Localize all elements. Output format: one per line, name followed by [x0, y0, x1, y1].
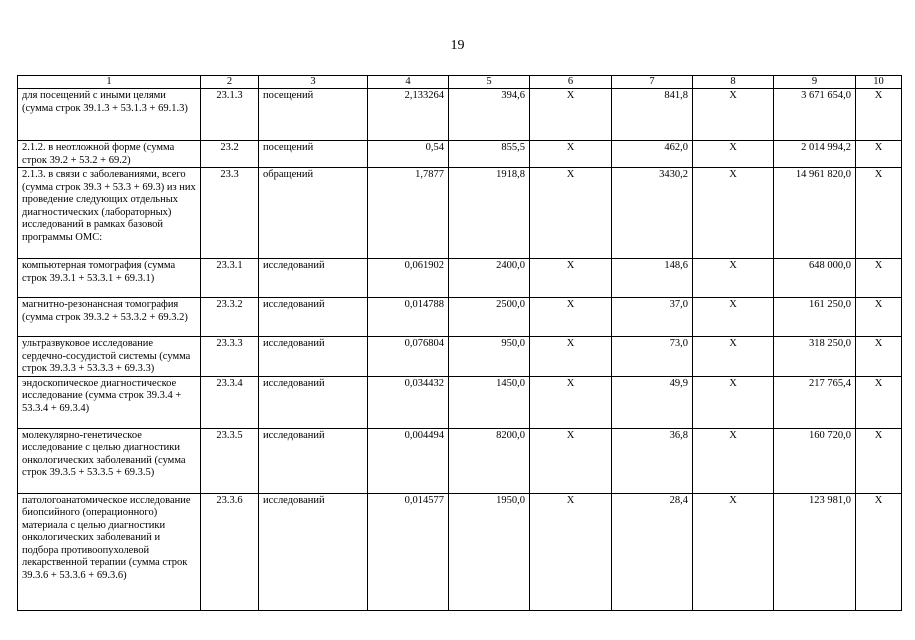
table-row — [18, 89, 902, 141]
table-cell: 1950,0 — [449, 493, 530, 610]
table-cell: 394,6 — [449, 89, 530, 141]
table-cell: 855,5 — [449, 141, 530, 168]
table-cell: Х — [530, 493, 612, 610]
table-row — [18, 168, 902, 259]
page-number: 19 — [450, 38, 465, 53]
table-cell: Х — [856, 298, 902, 337]
header-cell: 3 — [259, 76, 368, 89]
table-cell: Х — [530, 89, 612, 141]
table-cell: 14 961 820,0 — [774, 168, 856, 259]
table-cell: Х — [693, 141, 774, 168]
table-cell: Х — [693, 298, 774, 337]
table-cell: 23.3.1 — [201, 259, 259, 298]
table-cell: Х — [856, 141, 902, 168]
table-cell: 318 250,0 — [774, 337, 856, 377]
header-cell: 7 — [612, 76, 693, 89]
table-cell: 8200,0 — [449, 428, 530, 493]
header-cell: 1 — [18, 76, 201, 89]
table-cell: 23.3.2 — [201, 298, 259, 337]
table-cell: Х — [693, 376, 774, 428]
table-row — [18, 493, 902, 610]
table-cell: 841,8 — [612, 89, 693, 141]
table-cell: 462,0 — [612, 141, 693, 168]
table-cell: Х — [530, 298, 612, 337]
table-cell: 160 720,0 — [774, 428, 856, 493]
table-cell: 2.1.3. в связи с заболеваниями, всего (сумма строк 39.3 + 53.3 + 69.3) из них проведение следующих отдельных диагностических (лабораторных) исследований в рамках базовой программы ОМС: — [18, 168, 201, 259]
table-cell: 23.3.5 — [201, 428, 259, 493]
table-cell: 950,0 — [449, 337, 530, 377]
table-cell: Х — [856, 428, 902, 493]
header-cell: 6 — [530, 76, 612, 89]
table-cell: Х — [693, 89, 774, 141]
table-cell: Х — [856, 168, 902, 259]
table-cell: молекулярно-генетическое исследование с целью диагностики онкологических заболеваний (сумма строк 39.3.5 + 53.3.5 + 69.3.5) — [18, 428, 201, 493]
table-cell: 161 250,0 — [774, 298, 856, 337]
table-cell: 3 671 654,0 — [774, 89, 856, 141]
table-cell: 73,0 — [612, 337, 693, 377]
table-cell: Х — [856, 259, 902, 298]
table-cell: 23.3.4 — [201, 376, 259, 428]
table-cell: 0,014577 — [368, 493, 449, 610]
table-row — [18, 376, 902, 428]
header-cell: 2 — [201, 76, 259, 89]
table-cell: 1,7877 — [368, 168, 449, 259]
table-cell: 36,8 — [612, 428, 693, 493]
table-cell: 23.3 — [201, 168, 259, 259]
table-cell: 23.2 — [201, 141, 259, 168]
table-cell: 2500,0 — [449, 298, 530, 337]
table-cell: 2.1.2. в неотложной форме (сумма строк 39.2 + 53.2 + 69.2) — [18, 141, 201, 168]
table-cell: обращений — [259, 168, 368, 259]
table-row — [18, 141, 902, 168]
table-cell: 123 981,0 — [774, 493, 856, 610]
table-row — [18, 298, 902, 337]
table-cell: исследований — [259, 337, 368, 377]
table-cell: 37,0 — [612, 298, 693, 337]
table-cell: 0,014788 — [368, 298, 449, 337]
header-cell: 10 — [856, 76, 902, 89]
table-cell: Х — [693, 493, 774, 610]
table-cell: эндоскопическое диагностическое исследование (сумма строк 39.3.4 + 53.3.4 + 69.3.4) — [18, 376, 201, 428]
header-cell: 4 — [368, 76, 449, 89]
table-cell: 148,6 — [612, 259, 693, 298]
header-cell: 5 — [449, 76, 530, 89]
table-cell: исследований — [259, 376, 368, 428]
data-table — [17, 75, 902, 611]
table-cell: 0,034432 — [368, 376, 449, 428]
table-cell: исследований — [259, 493, 368, 610]
table-cell: 0,004494 — [368, 428, 449, 493]
table-cell: патологоанатомическое исследование биопсийного (операционного) материала с целью диагностики онкологических заболеваний и подбора противоопухолевой лекарственной терапии (сумма строк 39.3.6 + 53.3.6 + 69.3.6) — [18, 493, 201, 610]
table-cell: посещений — [259, 141, 368, 168]
table-cell: исследований — [259, 259, 368, 298]
table-cell: Х — [530, 337, 612, 377]
table-cell: Х — [693, 168, 774, 259]
table-cell: 2,133264 — [368, 89, 449, 141]
table-cell: Х — [856, 376, 902, 428]
table-cell: 2 014 994,2 — [774, 141, 856, 168]
table-cell: компьютерная томография (сумма строк 39.3.1 + 53.3.1 + 69.3.1) — [18, 259, 201, 298]
table-cell: 3430,2 — [612, 168, 693, 259]
header-cell: 8 — [693, 76, 774, 89]
table-cell: ультразвуковое исследование сердечно-сосудистой системы (сумма строк 39.3.3 + 53.3.3 + 69.3.3) — [18, 337, 201, 377]
table-cell: Х — [693, 428, 774, 493]
table-cell: 23.3.3 — [201, 337, 259, 377]
table-cell: 28,4 — [612, 493, 693, 610]
table-cell: исследований — [259, 428, 368, 493]
table-cell: Х — [530, 168, 612, 259]
table-cell: 23.1.3 — [201, 89, 259, 141]
table-cell: Х — [693, 337, 774, 377]
table-cell: 0,061902 — [368, 259, 449, 298]
table-cell: Х — [856, 337, 902, 377]
table-row — [18, 337, 902, 377]
table-cell: 648 000,0 — [774, 259, 856, 298]
table-row — [18, 428, 902, 493]
table-cell: Х — [530, 259, 612, 298]
table-cell: Х — [856, 89, 902, 141]
table-cell: Х — [693, 259, 774, 298]
table-cell: посещений — [259, 89, 368, 141]
table-cell: Х — [530, 376, 612, 428]
header-cell: 9 — [774, 76, 856, 89]
table-header-row — [18, 76, 902, 89]
table-cell: 0,54 — [368, 141, 449, 168]
table-cell: 1918,8 — [449, 168, 530, 259]
table-cell: 2400,0 — [449, 259, 530, 298]
table-cell: 23.3.6 — [201, 493, 259, 610]
table-cell: исследований — [259, 298, 368, 337]
table-cell: Х — [530, 141, 612, 168]
table-cell: 1450,0 — [449, 376, 530, 428]
table-cell: Х — [856, 493, 902, 610]
table-cell: 49,9 — [612, 376, 693, 428]
table-cell: 0,076804 — [368, 337, 449, 377]
table-cell: магнитно-резонансная томография (сумма строк 39.3.2 + 53.3.2 + 69.3.2) — [18, 298, 201, 337]
table-cell: для посещений с иными целями (сумма строк 39.1.3 + 53.1.3 + 69.1.3) — [18, 89, 201, 141]
table-row — [18, 259, 902, 298]
table-cell: 217 765,4 — [774, 376, 856, 428]
table-cell: Х — [530, 428, 612, 493]
